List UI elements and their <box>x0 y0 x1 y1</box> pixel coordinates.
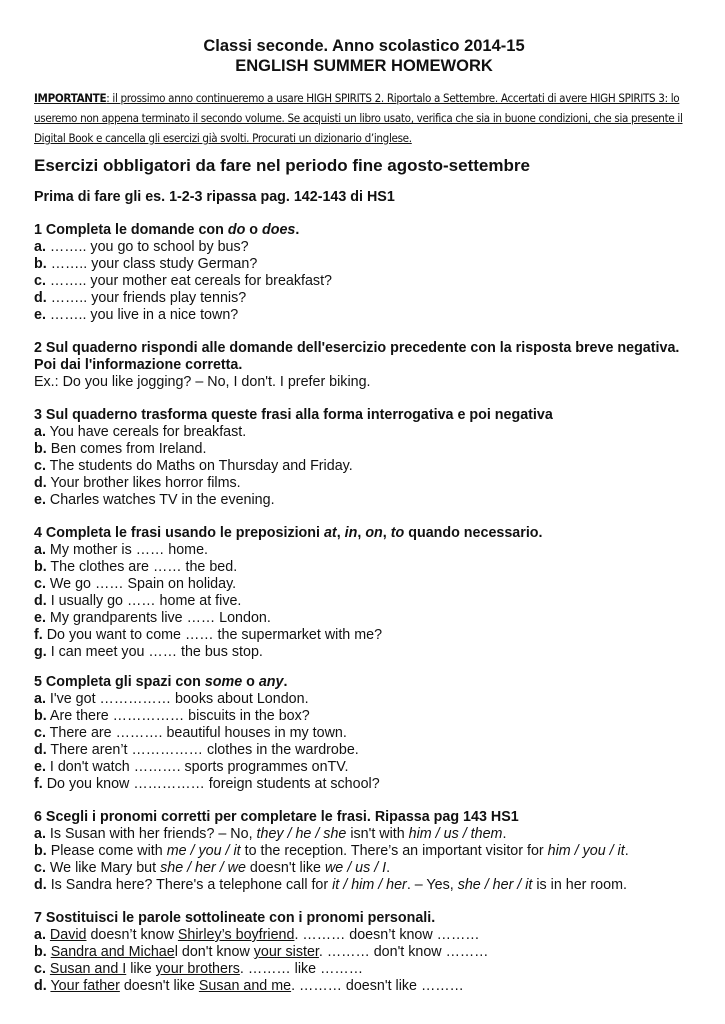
item-text: …….. your mother eat cereals for breakfast? <box>45 273 332 289</box>
item-letter: a. <box>34 927 46 943</box>
heading-text: . <box>283 674 288 690</box>
item-text: …….. your friends play tennis? <box>46 290 247 306</box>
item-text: There aren’t …………… clothes in the wardrobe. <box>46 742 359 758</box>
item-letter: a. <box>34 424 46 440</box>
exercise-item <box>34 644 694 661</box>
item-letter: d. <box>34 877 47 893</box>
item-letter: e. <box>34 492 46 508</box>
title-line-1: Classi seconde. Anno scolastico 2014-15 <box>203 37 525 55</box>
item-letter: b. <box>34 944 47 960</box>
item-text: . – Yes, <box>406 877 458 893</box>
item-text: . <box>502 826 507 842</box>
item-text: isn't with <box>346 826 409 842</box>
exercise-item <box>34 759 694 776</box>
title-line-2: ENGLISH SUMMER HOMEWORK <box>235 57 493 75</box>
item-text: Do you want to come …… the supermarket with me? <box>42 627 383 643</box>
underlined-words: Sandra and Michae <box>50 944 175 960</box>
underlined-words: David <box>49 927 87 943</box>
exercise-item <box>34 742 694 759</box>
item-text: The clothes are …… the bed. <box>46 559 238 575</box>
exercise-item <box>34 725 694 742</box>
exercise-item <box>34 978 694 995</box>
item-letter: e. <box>34 610 46 626</box>
item-text: Charles watches TV in the evening. <box>45 492 275 508</box>
pronoun-choices: she / her / we <box>160 860 246 876</box>
item-letter: f. <box>34 627 43 643</box>
exercise-item <box>34 307 694 324</box>
heading-text: o <box>242 674 259 690</box>
item-text: . <box>386 860 391 876</box>
item-letter: b. <box>34 708 47 724</box>
item-letter: d. <box>34 290 47 306</box>
exercise-item <box>34 492 694 509</box>
item-text: . ……… doesn’t know ……… <box>294 927 480 943</box>
item-text: We go …… Spain on holiday. <box>45 576 237 592</box>
item-letter: b. <box>34 843 47 859</box>
item-text: …….. you live in a nice town? <box>45 307 239 323</box>
underlined-words: Susan and me <box>198 978 292 994</box>
exercise-item <box>34 441 694 458</box>
item-text: . ……… doesn't like ……… <box>291 978 464 994</box>
item-text: Please come with <box>46 843 167 859</box>
exercise-item <box>34 610 694 627</box>
item-letter: c. <box>34 458 46 474</box>
heading-italic: does <box>262 222 296 238</box>
pronoun-choices: we / us / I <box>324 860 387 876</box>
item-letter: c. <box>34 725 46 741</box>
heading-italic: any <box>258 674 284 690</box>
heading-text: 4 Completa le frasi usando le preposizioni <box>34 525 324 541</box>
item-letter: d. <box>34 742 47 758</box>
item-text: I've got …………… books about London. <box>45 691 309 707</box>
item-letter: a. <box>34 239 46 255</box>
heading-text: o <box>245 222 262 238</box>
item-text: Your brother likes horror films. <box>46 475 241 491</box>
item-text: is in her room. <box>532 877 627 893</box>
exercise-2-heading: 2 Sul quaderno rispondi alle domande dell'esercizio precedente con la risposta breve negativa. Poi dai l'informazione corretta. <box>34 340 680 373</box>
item-letter: e. <box>34 307 46 323</box>
underlined-words: your brothers <box>155 961 240 977</box>
item-text: l <box>174 944 178 960</box>
pronoun-choices: him / us / them <box>408 826 503 842</box>
section-title: Esercizi obbligatori da fare nel periodo fine agosto-settembre <box>34 156 530 175</box>
exercise-item <box>34 944 694 961</box>
heading-text: . <box>295 222 300 238</box>
exercise-1 <box>34 222 694 324</box>
item-text: My mother is …… home. <box>45 542 209 558</box>
item-text: Do you know …………… foreign students at school? <box>42 776 380 792</box>
exercise-item <box>34 593 694 610</box>
item-letter: e. <box>34 759 46 775</box>
exercise-item <box>34 627 694 644</box>
item-letter: c. <box>34 576 46 592</box>
exercise-4 <box>34 525 694 661</box>
exercise-4-heading <box>34 525 694 542</box>
heading-italic: some <box>204 674 243 690</box>
pronoun-choices: she / her / it <box>457 877 533 893</box>
exercise-2 <box>34 340 694 391</box>
notice-label: IMPORTANTE <box>34 92 107 105</box>
item-text: The students do Maths on Thursday and Friday. <box>45 458 353 474</box>
item-text: I don't watch ………. sports programmes onTV. <box>45 759 349 775</box>
exercise-item <box>34 290 694 307</box>
item-letter: a. <box>34 691 46 707</box>
exercise-7 <box>34 910 694 995</box>
exercise-item <box>34 860 694 877</box>
exercise-6-heading: 6 Scegli i pronomi corretti per completare le frasi. Ripassa pag 143 HS1 <box>34 809 519 825</box>
item-letter: b. <box>34 441 47 457</box>
notice-text: : il prossimo anno continueremo a usare HIGH SPIRITS 2. Riportalo a Settembre. Accertati di avere HIGH SPIRITS 3: lo useremo non appena terminato il secondo volume. Se acquisti un libro usato, verifica che sia in buone condizioni, che sia presente il Digital Book e cancella gli esercizi già svolti. Procurati un dizionario d’inglese. <box>34 92 683 145</box>
exercise-5 <box>34 674 694 793</box>
heading-text: 5 Completa gli spazi con <box>34 674 205 690</box>
exercise-1-heading <box>34 222 694 239</box>
exercise-3 <box>34 407 694 509</box>
homework-document <box>34 36 694 995</box>
pronoun-choices: him / you / it <box>547 843 625 859</box>
item-text: don't know <box>177 944 254 960</box>
exercise-item <box>34 826 694 843</box>
item-letter: f. <box>34 776 43 792</box>
important-notice <box>34 89 696 149</box>
item-text: doesn't like <box>119 978 199 994</box>
item-text: I can meet you …… the bus stop. <box>46 644 263 660</box>
exercise-item <box>34 576 694 593</box>
item-letter: c. <box>34 961 46 977</box>
exercise-item <box>34 273 694 290</box>
exercise-item <box>34 776 694 793</box>
exercise-5-heading <box>34 674 694 691</box>
exercise-item <box>34 542 694 559</box>
item-text: We like Mary but <box>45 860 161 876</box>
exercise-item <box>34 927 694 944</box>
underlined-words: Susan and I <box>49 961 127 977</box>
item-text: Is Sandra here? There's a telephone call for <box>46 877 333 893</box>
heading-italic: to <box>390 525 405 541</box>
exercise-item <box>34 458 694 475</box>
heading-text: , <box>357 525 366 541</box>
item-text: to the reception. There’s an important visitor for <box>240 843 548 859</box>
heading-italic: in <box>344 525 358 541</box>
exercise-item <box>34 475 694 492</box>
underlined-words: Shirley’s boyfriend <box>177 927 295 943</box>
example-line: Ex.: Do you like jogging? – No, I don't. I prefer biking. <box>34 374 371 390</box>
item-letter: d. <box>34 475 47 491</box>
item-text: . ……… like ……… <box>239 961 363 977</box>
item-text: You have cereals for breakfast. <box>45 424 247 440</box>
exercise-6 <box>34 809 694 894</box>
exercise-item <box>34 256 694 273</box>
exercise-item <box>34 424 694 441</box>
exercise-item <box>34 961 694 978</box>
pre-note: Prima di fare gli es. 1-2-3 ripassa pag. 142-143 di HS1 <box>34 189 395 205</box>
item-text: . ……… don't know ……… <box>318 944 489 960</box>
item-letter: b. <box>34 559 47 575</box>
item-letter: d. <box>34 593 47 609</box>
exercise-item <box>34 559 694 576</box>
item-text: I usually go …… home at five. <box>46 593 242 609</box>
exercise-item <box>34 843 694 860</box>
underlined-words: Your father <box>50 978 120 994</box>
exercise-item <box>34 708 694 725</box>
heading-text: , <box>336 525 345 541</box>
item-letter: b. <box>34 256 47 272</box>
item-text: Ben comes from Ireland. <box>46 441 207 457</box>
heading-italic: do <box>227 222 246 238</box>
exercise-item <box>34 877 694 894</box>
exercise-item <box>34 691 694 708</box>
pronoun-choices: it / him / her <box>332 877 407 893</box>
document-title <box>34 36 694 76</box>
item-text: There are ………. beautiful houses in my town. <box>45 725 347 741</box>
pronoun-choices: me / you / it <box>166 843 241 859</box>
heading-italic: at <box>323 525 337 541</box>
item-letter: c. <box>34 860 46 876</box>
item-letter: d. <box>34 978 47 994</box>
item-letter: c. <box>34 273 46 289</box>
item-text: doesn’t know <box>86 927 178 943</box>
heading-text: 1 Completa le domande con <box>34 222 228 238</box>
heading-text: quando necessario. <box>404 525 543 541</box>
item-text: …….. your class study German? <box>46 256 258 272</box>
item-text: Are there …………… biscuits in the box? <box>46 708 310 724</box>
item-letter: a. <box>34 542 46 558</box>
item-text: My grandparents live …… London. <box>45 610 271 626</box>
item-letter: a. <box>34 826 46 842</box>
exercise-7-heading: 7 Sostituisci le parole sottolineate con i pronomi personali. <box>34 910 436 926</box>
heading-text: , <box>382 525 391 541</box>
underlined-words: your sister <box>253 944 319 960</box>
item-text: doesn't like <box>245 860 325 876</box>
item-text: Is Susan with her friends? – No, <box>45 826 257 842</box>
item-text: like <box>126 961 156 977</box>
exercise-3-heading: 3 Sul quaderno trasforma queste frasi alla forma interrogativa e poi negativa <box>34 407 553 423</box>
item-text: . <box>624 843 629 859</box>
exercise-item <box>34 239 694 256</box>
pronoun-choices: they / he / she <box>256 826 347 842</box>
item-letter: g. <box>34 644 47 660</box>
item-text: …….. you go to school by bus? <box>45 239 249 255</box>
heading-italic: on <box>365 525 383 541</box>
